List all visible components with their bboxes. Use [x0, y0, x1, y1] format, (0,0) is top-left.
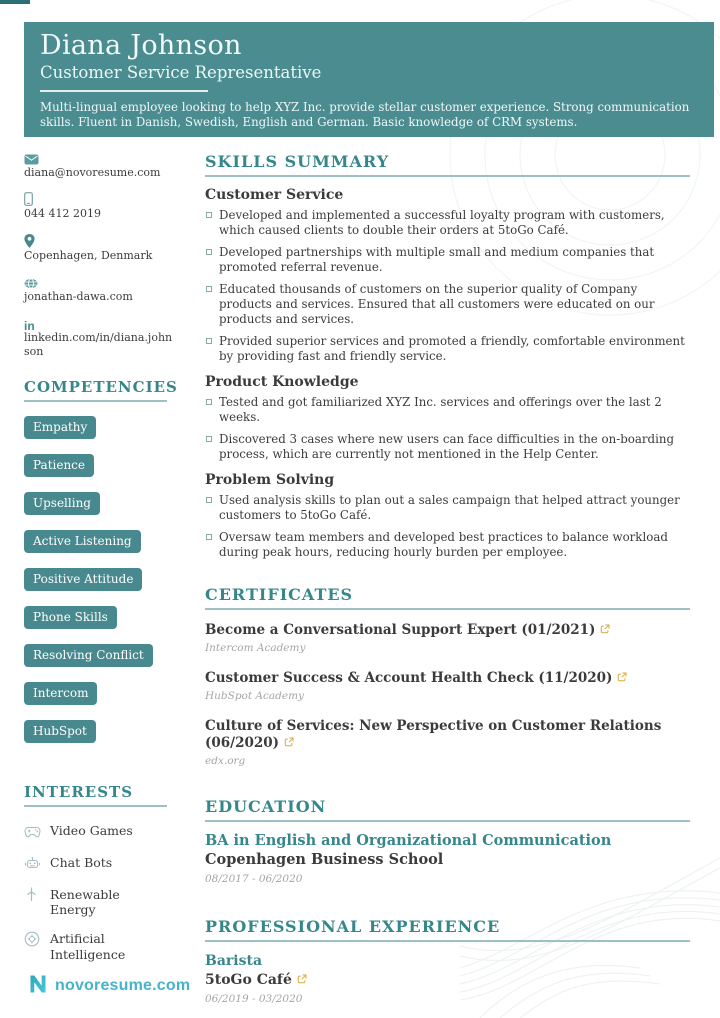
- location-icon: [24, 233, 190, 248]
- contact-website[interactable]: [24, 274, 190, 304]
- certificate-item: [205, 622, 690, 654]
- linkedin-icon: in: [24, 319, 35, 334]
- gamepad-icon: [24, 823, 41, 842]
- certificate-title-text: Culture of Services: New Perspective on Customer Relations (06/2020): [205, 717, 662, 752]
- certificate-title: [205, 670, 690, 688]
- bullet-item: Discovered 3 cases where new users can face difficulties in the on-boarding process, which are currently not mentioned in the Help Center.: [205, 432, 690, 462]
- wind-turbine-icon: [24, 887, 41, 906]
- experience-company-text: 5toGo Café: [205, 971, 292, 988]
- bullet-item: Developed partnerships with multiple small and medium companies that promoted referral revenue.: [205, 245, 690, 275]
- education-section: [205, 797, 690, 886]
- bullet-item: Educated thousands of customers on the superior quality of Company products and services. Ensured that all customers were educated on our products and services.: [205, 282, 690, 327]
- competency-badge: HubSpot: [24, 720, 96, 743]
- education-degree: BA in English and Organizational Communication: [205, 831, 612, 849]
- certificate-issuer: HubSpot Academy: [205, 689, 304, 702]
- main-column: [205, 150, 690, 1005]
- certificates-heading: CERTIFICATES: [205, 585, 690, 610]
- job-title: Customer Service Representative: [40, 63, 322, 83]
- experience-dates: 06/2019 - 03/2020: [205, 992, 303, 1005]
- contact-linkedin-text: linkedin.com/in/diana.johnson: [24, 331, 173, 359]
- contact-email-text: diana@novoresume.com: [24, 166, 161, 179]
- experience-section: [205, 917, 690, 1004]
- certificate-item: [205, 670, 690, 702]
- bullet-item: Provided superior services and promoted a friendly, comfortable environment by providing fast and friendly service.: [205, 334, 690, 364]
- external-link-icon[interactable]: [284, 735, 294, 753]
- interest-artificial-intelligence: [24, 931, 190, 962]
- contact-location-text: Copenhagen, Denmark: [24, 248, 153, 262]
- footer-brand[interactable]: [28, 974, 190, 998]
- competency-badge: Patience: [24, 454, 94, 477]
- interest-label: Artificial Intelligence: [50, 931, 126, 962]
- competency-badges: [24, 416, 190, 743]
- experience-company: [205, 971, 690, 989]
- contact-email[interactable]: [24, 150, 190, 180]
- competencies-heading: COMPETENCIES: [24, 378, 167, 402]
- phone-icon: [24, 191, 190, 206]
- certificate-issuer: edx.org: [205, 754, 246, 767]
- profile-summary: Multi-lingual employee looking to help XYZ Inc. provide stellar customer experience. Strong communication skills. Fluent in Danish, Swedish, English and German. Basic knowledge of CRM systems.: [40, 100, 690, 130]
- content-columns: [24, 150, 690, 1005]
- contact-location: [24, 233, 190, 263]
- website-icon: [24, 274, 190, 289]
- interest-label: Chat Bots: [50, 854, 113, 870]
- skills-group-title: Customer Service: [205, 187, 344, 203]
- person-name: Diana Johnson: [40, 30, 242, 61]
- skills-group-title: Problem Solving: [205, 471, 335, 488]
- interest-label: Video Games: [50, 822, 133, 838]
- certificates-section: [205, 585, 690, 766]
- education-school: Copenhagen Business School: [205, 850, 444, 868]
- skills-summary-heading: SKILLS SUMMARY: [205, 152, 690, 177]
- contact-phone-text: 044 412 2019: [24, 207, 101, 221]
- certificate-item: [205, 718, 690, 767]
- interest-chat-bots: [24, 855, 190, 874]
- novoresume-logo-icon: [28, 974, 48, 998]
- header-banner: [24, 22, 714, 137]
- bullet-list: [205, 208, 690, 364]
- competency-badge: Resolving Conflict: [24, 644, 153, 667]
- interest-video-games: [24, 823, 190, 842]
- competency-badge: Empathy: [24, 416, 96, 439]
- robot-icon: [24, 855, 41, 874]
- skills-group-product-knowledge: [205, 374, 690, 462]
- competency-badge: Active Listening: [24, 530, 141, 553]
- interests-list: [24, 823, 190, 963]
- contact-linkedin[interactable]: [24, 315, 190, 360]
- skills-group-title: Product Knowledge: [205, 373, 359, 390]
- certificate-title: [205, 622, 690, 640]
- sidebar: [24, 150, 190, 1005]
- contact-phone[interactable]: [24, 191, 190, 221]
- ai-brain-icon: [24, 931, 41, 951]
- certificate-title-text: Customer Success & Account Health Check (11/2020): [205, 670, 613, 687]
- external-link-icon[interactable]: [600, 622, 610, 640]
- bullet-item: Used analysis skills to plan out a sales campaign that helped attract younger customers to 5toGo Café.: [205, 493, 690, 523]
- skills-summary-section: [205, 152, 690, 559]
- interests-heading: INTERESTS: [24, 783, 167, 807]
- external-link-icon[interactable]: [617, 670, 627, 688]
- bullet-item: Oversaw team members and developed best practices to balance workload during peak hours, reducing hourly burden per employee.: [205, 530, 690, 560]
- title-underline: [40, 90, 208, 92]
- bullet-list: [205, 395, 690, 462]
- experience-heading: PROFESSIONAL EXPERIENCE: [205, 917, 690, 942]
- contact-block: [24, 150, 190, 360]
- bullet-list: [205, 493, 690, 560]
- skills-group-problem-solving: [205, 472, 690, 560]
- bullet-item: Tested and got familiarized XYZ Inc. services and offerings over the last 2 weeks.: [205, 395, 690, 425]
- certificate-issuer: Intercom Academy: [205, 642, 306, 655]
- competency-badge: Phone Skills: [24, 606, 117, 629]
- email-icon: [24, 150, 190, 165]
- contact-website-text: jonathan-dawa.com: [24, 289, 133, 303]
- interest-label: Renewable Energy: [50, 886, 120, 918]
- interest-renewable-energy: [24, 887, 190, 918]
- page-corner-bar: [0, 0, 30, 4]
- skills-group-customer-service: [205, 187, 690, 364]
- competency-badge: Intercom: [24, 682, 97, 705]
- education-heading: EDUCATION: [205, 797, 690, 822]
- certificate-title-text: Become a Conversational Support Expert (01/2021): [205, 622, 596, 639]
- experience-item: [205, 952, 690, 1004]
- footer-brand-text: novoresume.com: [55, 977, 191, 994]
- external-link-icon[interactable]: [297, 971, 307, 989]
- certificate-title: [205, 718, 690, 753]
- competency-badge: Positive Attitude: [24, 568, 142, 591]
- experience-role: Barista: [205, 953, 263, 970]
- education-dates: 08/2017 - 06/2020: [205, 873, 303, 886]
- bullet-item: Developed and implemented a successful loyalty program with customers, which caused clients to double their orders at 5toGo Café.: [205, 208, 690, 238]
- competency-badge: Upselling: [24, 492, 100, 515]
